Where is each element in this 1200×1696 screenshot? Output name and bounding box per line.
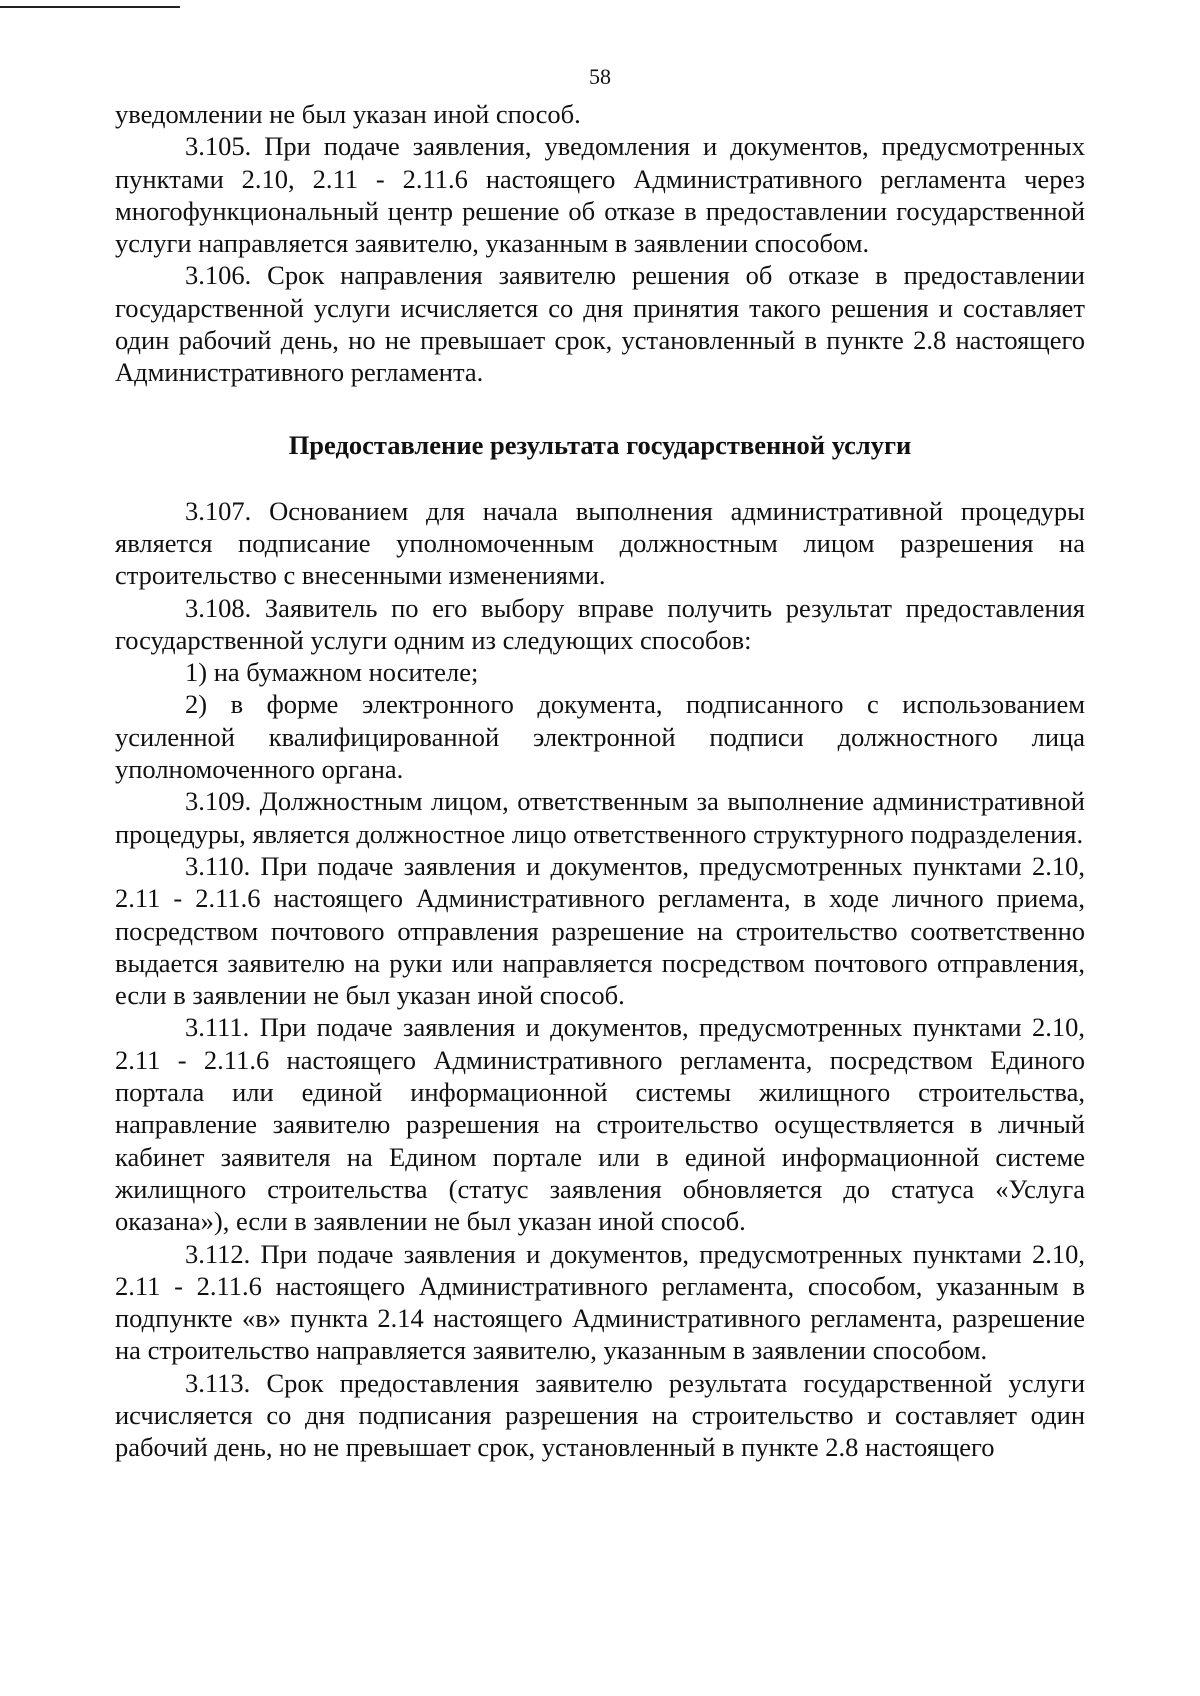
paragraph-3-107: 3.107. Основанием для начала выполнения административной процедуры является подписание уполномоченным должностным лицом разрешения на строительство с внесенными изменениями. — [115, 495, 1085, 591]
list-item-electronic: 2) в форме электронного документа, подписанного с использованием усиленной квалифицированной электронной подписи должностного лица уполномоченного органа. — [115, 689, 1085, 785]
document-page — [115, 62, 1085, 1464]
section-heading: Предоставление результата государственной услуги — [288, 429, 912, 460]
paragraph-3-106: 3.106. Срок направления заявителю решения об отказе в предоставлении государственной услуги исчисляется со дня принятия такого решения и составляет один рабочий день, но не превышает срок, установленный в пункте 2.8 настоящего Административного регламента. — [115, 260, 1085, 388]
page-number: 58 — [589, 64, 611, 89]
paragraph-3-112: 3.112. При подаче заявления и документов, предусмотренных пунктами 2.10, 2.11 - 2.11.6 настоящего Административного регламента, способом, указанным в подпункте «в» пункта 2.14 настоящего Административного регламента, разрешение на строительство направляется заявителю, указанным в заявлении способом. — [115, 1238, 1085, 1366]
paragraph-3-111: 3.111. При подаче заявления и документов, предусмотренных пунктами 2.10, 2.11 - 2.11.6 настоящего Административного регламента, посредством Единого портала или единой информационной системы жилищного строительства, направление заявителю разрешения на строительство осуществляется в личный кабинет заявителя на Едином портале или в единой информационной системе жилищного строительства (статус заявления обновляется до статуса «Услуга оказана»), если в заявлении не был указан иной способ. — [115, 1012, 1085, 1237]
list-item-paper: 1) на бумажном носителе; — [185, 657, 479, 688]
continued-paragraph: уведомлении не был указан иной способ. — [115, 99, 581, 129]
paragraph-3-110: 3.110. При подаче заявления и документов, предусмотренных пунктами 2.10, 2.11 - 2.11.6 настоящего Административного регламента, в ходе личного приема, посредством почтового отправления разрешение на строительство соответственно выдается заявителю на руки или направляется посредством почтового отправления, если в заявлении не был указан иной способ. — [115, 850, 1085, 1011]
paragraph-3-109: 3.109. Должностным лицом, ответственным за выполнение административной процедуры, является должностное лицо ответственного структурного подразделения. — [115, 786, 1085, 849]
paragraph-3-108: 3.108. Заявитель по его выбору вправе получить результат предоставления государственной услуги одним из следующих способов: — [115, 592, 1085, 655]
paragraph-3-113: 3.113. Срок предоставления заявителю результата государственной услуги исчисляется со дня подписания разрешения на строительство и составляет один рабочий день, но не превышает срок, установленный в пункте 2.8 настоящего — [115, 1367, 1085, 1463]
top-edge-rule — [0, 6, 180, 8]
paragraph-3-105: 3.105. При подаче заявления, уведомления и документов, предусмотренных пунктами 2.10, 2.11 - 2.11.6 настоящего Административного регламента через многофункциональный центр решение об отказе в предоставлении государственной услуги направляется заявителю, указанным в заявлении способом. — [115, 131, 1085, 259]
